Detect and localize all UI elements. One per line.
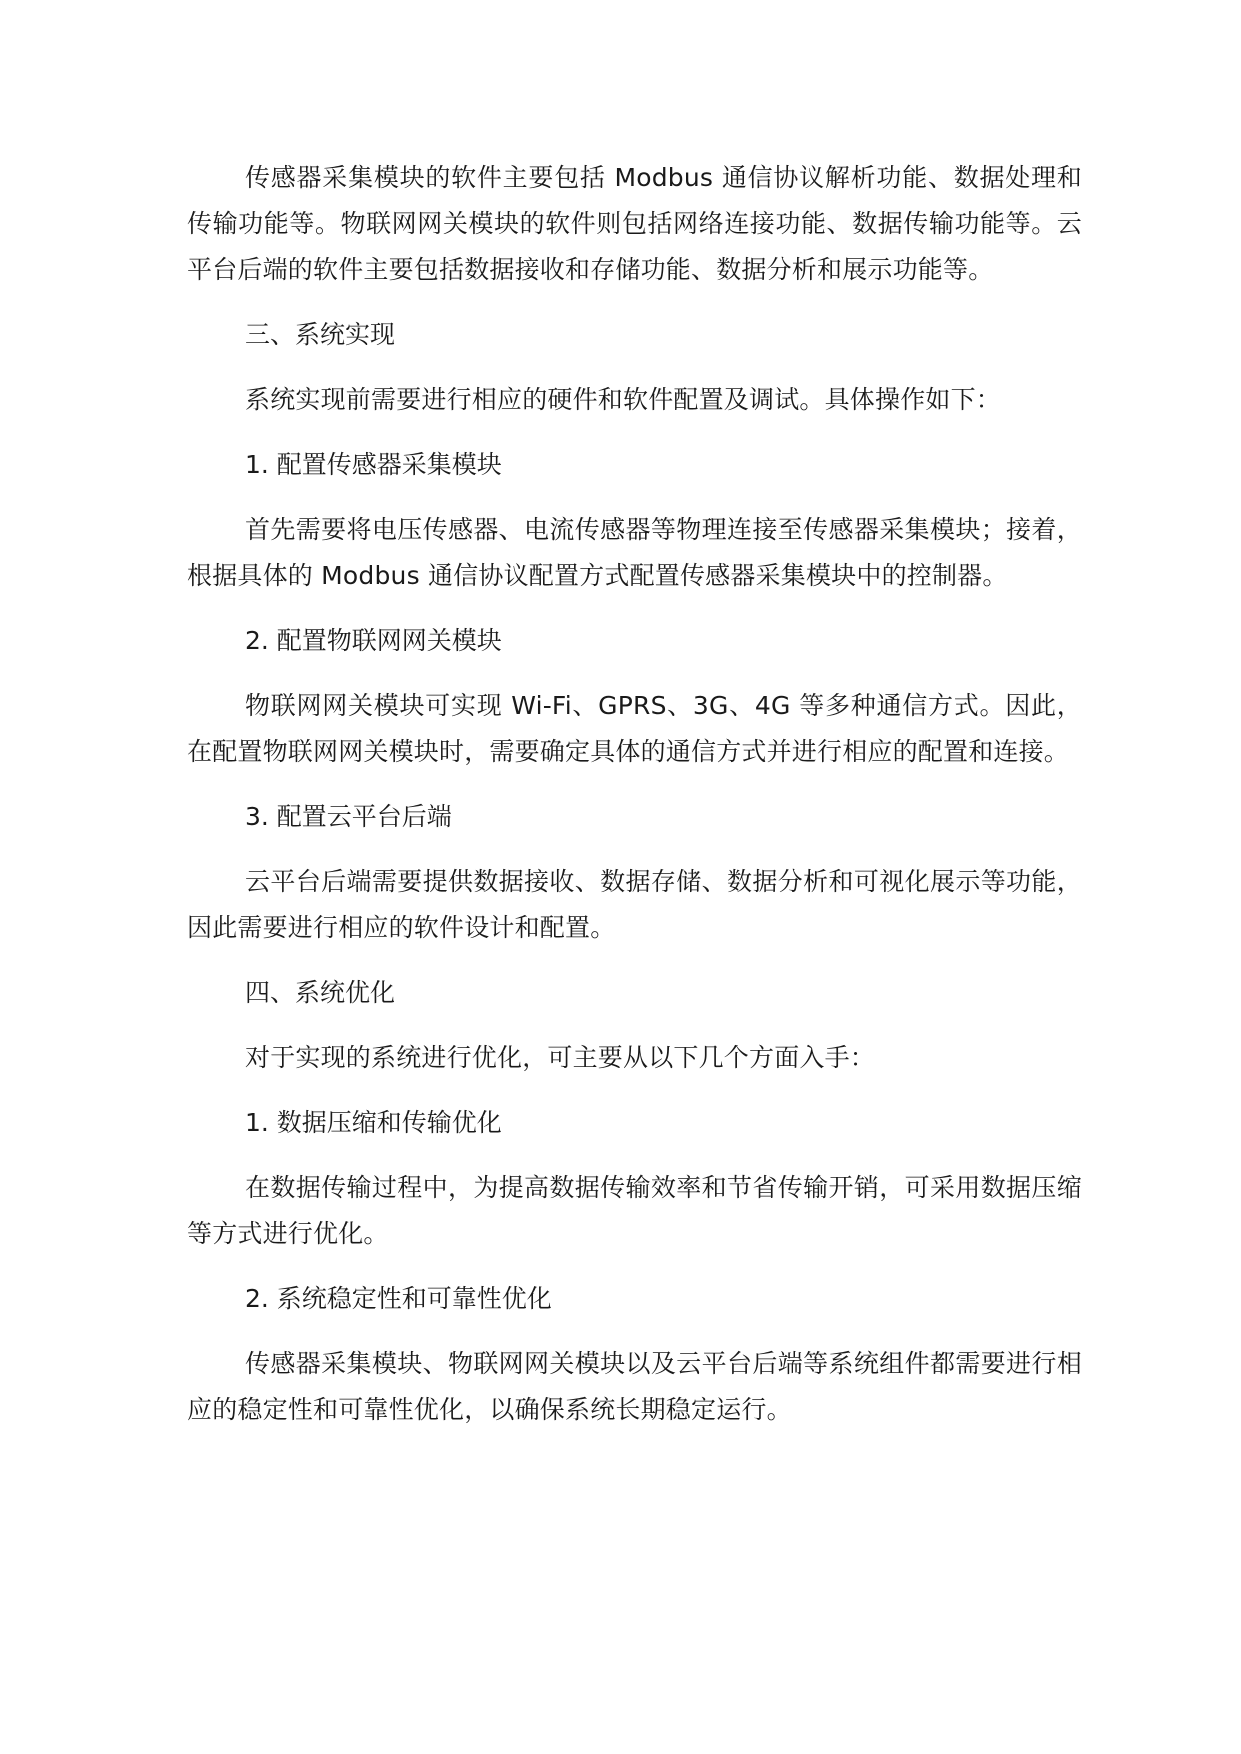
subheading-configure-sensor-module: 1. 配置传感器采集模块: [245, 450, 502, 479]
paragraph-optimization-intro: 对于实现的系统进行优化，可主要从以下几个方面入手：: [245, 1043, 876, 1072]
subheading-configure-iot-gateway: 2. 配置物联网网关模块: [245, 626, 502, 655]
paragraph-data-compression: 在数据传输过程中，为提高数据传输效率和节省传输开销，可采用数据压缩等方式进行优化。: [187, 1173, 1082, 1248]
subheading-stability-reliability: 2. 系统稳定性和可靠性优化: [245, 1284, 552, 1313]
section-heading-system-implementation: 三、系统实现: [245, 320, 396, 349]
paragraph-configure-iot-gateway: 物联网网关模块可实现 Wi-Fi、GPRS、3G、4G 等多种通信方式。因此，在配置物联网网关模块时，需要确定具体的通信方式并进行相应的配置和连接。: [187, 691, 1082, 766]
paragraph-configure-cloud-backend: 云平台后端需要提供数据接收、数据存储、数据分析和可视化展示等功能，因此需要进行相应的软件设计和配置。: [187, 867, 1082, 942]
paragraph-stability-reliability: 传感器采集模块、物联网网关模块以及云平台后端等系统组件都需要进行相应的稳定性和可靠性优化，以确保系统长期稳定运行。: [187, 1349, 1082, 1424]
subheading-configure-cloud-backend: 3. 配置云平台后端: [245, 802, 452, 831]
paragraph-configure-sensor-module: 首先需要将电压传感器、电流传感器等物理连接至传感器采集模块；接着，根据具体的 Modbus 通信协议配置方式配置传感器采集模块中的控制器。: [187, 515, 1082, 590]
paragraph-implementation-intro: 系统实现前需要进行相应的硬件和软件配置及调试。具体操作如下：: [245, 385, 1002, 414]
paragraph-software-overview: 传感器采集模块的软件主要包括 Modbus 通信协议解析功能、数据处理和传输功能等。物联网网关模块的软件则包括网络连接功能、数据传输功能等。云平台后端的软件主要包括数据接收和存储功能、数据分析和展示功能等。: [187, 163, 1082, 284]
subheading-data-compression: 1. 数据压缩和传输优化: [245, 1108, 502, 1137]
section-heading-system-optimization: 四、系统优化: [245, 978, 396, 1007]
document-body: [187, 155, 1082, 1452]
